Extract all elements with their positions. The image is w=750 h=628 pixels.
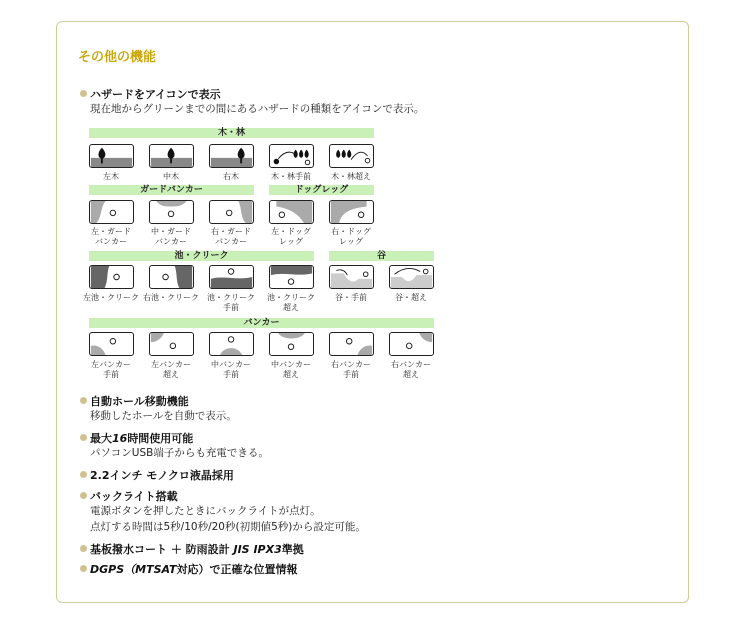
caption-bunker-right-front: 右バンカー 手前 [331, 360, 371, 379]
section-title: その他の機能 [78, 50, 157, 65]
bullet-icon [80, 434, 87, 441]
bunker-center-front-icon [209, 332, 254, 356]
bullet-icon [80, 471, 87, 478]
guard-bunker-right-icon [209, 200, 254, 224]
dogleg-right-icon [329, 200, 374, 224]
woods-over-icon [329, 144, 374, 168]
caption-guard-bunker-right: 右・ガード バンカー [211, 227, 251, 246]
pond-over-icon [269, 265, 314, 289]
dogleg-left-icon [269, 200, 314, 224]
caption-bunker-center-front: 中バンカー 手前 [211, 360, 251, 379]
valley-over-icon [389, 265, 434, 289]
caption-guard-bunker-left: 左・ガード バンカー [91, 227, 131, 246]
bunker-right-front-icon [329, 332, 374, 356]
feature-heading-auto-hole: 自動ホール移動機能 [80, 393, 189, 409]
bullet-icon [80, 90, 87, 97]
caption-dogleg-left: 左・ドッグ レッグ [271, 227, 311, 246]
feature-desc-backlight-2: 点灯する時間は5秒/10秒/20秒(初期値5秒)から設定可能。 [90, 521, 366, 533]
feature-heading-lcd: 2.2インチ モノクロ液晶採用 [80, 467, 234, 483]
caption-bunker-right-over: 右バンカー 超え [391, 360, 431, 379]
bunker-right-over-icon [389, 332, 434, 356]
feature-heading-backlight: バックライト搭載 [80, 488, 178, 504]
woods-front-icon [269, 144, 314, 168]
pond-left-icon [89, 265, 134, 289]
caption-woods-over: 木・林超え [331, 172, 371, 181]
feature-desc-battery: パソコンUSB端子からも充電できる。 [90, 447, 269, 459]
caption-pond-over: 池・クリーク 超え [267, 293, 315, 312]
caption-bunker-left-over: 左バンカー 超え [151, 360, 191, 379]
valley-front-icon [329, 265, 374, 289]
bullet-icon [80, 545, 87, 552]
tree-left-icon [89, 144, 134, 168]
group-band-dogleg: ドッグレッグ [269, 185, 374, 195]
feature-heading-waterproof: 基板撥水コート ＋ 防雨設計 JIS IPX3準拠 [80, 541, 304, 557]
bullet-icon [80, 397, 87, 404]
caption-tree-left: 左木 [103, 172, 119, 181]
caption-tree-center: 中木 [163, 172, 179, 181]
group-band-valley: 谷 [329, 251, 434, 261]
group-band-tree: 木・林 [89, 128, 374, 138]
caption-bunker-left-front: 左バンカー 手前 [91, 360, 131, 379]
bunker-center-over-icon [269, 332, 314, 356]
bullet-icon [80, 492, 87, 499]
caption-valley-over: 谷・超え [395, 293, 427, 302]
caption-woods-front: 木・林手前 [271, 172, 311, 181]
pond-right-icon [149, 265, 194, 289]
group-band-pond: 池・クリーク [89, 251, 314, 261]
group-band-guard-bunker: ガードバンカー [89, 185, 254, 195]
guard-bunker-center-icon [149, 200, 194, 224]
caption-guard-bunker-center: 中・ガード バンカー [151, 227, 191, 246]
group-band-bunker: バンカー [89, 318, 434, 328]
feature-heading-battery: 最大16時間使用可能 [80, 430, 193, 446]
feature-desc-auto-hole: 移動したホールを自動で表示。 [90, 410, 237, 422]
pond-front-icon [209, 265, 254, 289]
caption-valley-front: 谷・手前 [335, 293, 367, 302]
guard-bunker-left-icon [89, 200, 134, 224]
feature-desc-hazard: 現在地からグリーンまでの間にあるハザードの種類をアイコンで表示。 [90, 103, 425, 115]
caption-dogleg-right: 右・ドッグ レッグ [331, 227, 371, 246]
tree-center-icon [149, 144, 194, 168]
feature-heading-hazard: ハザードをアイコンで表示 [80, 86, 221, 102]
bunker-left-front-icon [89, 332, 134, 356]
caption-bunker-center-over: 中バンカー 超え [271, 360, 311, 379]
caption-pond-front: 池・クリーク 手前 [207, 293, 255, 312]
feature-heading-dgps: DGPS（MTSAT対応）で正確な位置情報 [80, 561, 297, 577]
caption-tree-right: 右木 [223, 172, 239, 181]
bunker-left-over-icon [149, 332, 194, 356]
feature-desc-backlight-1: 電源ボタンを押したときにバックライトが点灯。 [90, 505, 321, 517]
tree-right-icon [209, 144, 254, 168]
caption-pond-right: 右池・クリーク [143, 293, 199, 302]
bullet-icon [80, 565, 87, 572]
caption-pond-left: 左池・クリーク [83, 293, 139, 302]
